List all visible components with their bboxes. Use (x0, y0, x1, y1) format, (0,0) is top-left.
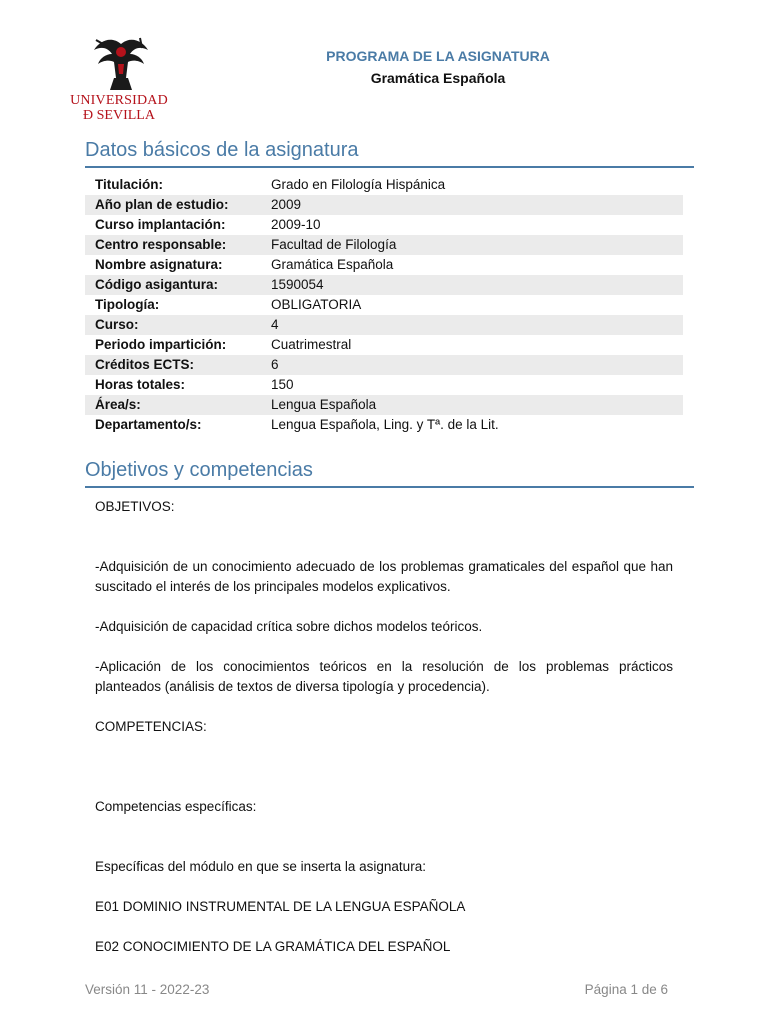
datos-table (85, 175, 683, 435)
row-value: Facultad de Filología (271, 237, 397, 252)
logo-text-line1: UNIVERSIDAD (70, 93, 168, 108)
university-logo (70, 34, 174, 126)
row-value: 1590054 (271, 277, 324, 292)
row-value: 6 (271, 357, 279, 372)
table-row (85, 315, 683, 335)
competencias-especificas-label: Competencias específicas: (95, 799, 257, 814)
table-row (85, 235, 683, 255)
objetivo-paragraph-1: -Adquisición de un conocimiento adecuado de los problemas gramaticales del español que han suscitado el interés de los principales modelos explicativos. (95, 559, 673, 594)
row-label: Departamento/s: (95, 417, 202, 432)
modulo-label: Específicas del módulo en que se inserta la asignatura: (95, 859, 426, 874)
row-label: Curso: (95, 317, 139, 332)
logo-text-line2: Ð SEVILLA (83, 108, 155, 123)
footer-version: Versión 11 - 2022-23 (85, 982, 210, 997)
row-value: 2009 (271, 197, 302, 212)
coat-of-arms-icon (92, 34, 150, 92)
row-label: Código asigantura: (95, 277, 219, 292)
row-label: Año plan de estudio: (95, 197, 229, 212)
objetivos-label: OBJETIVOS: (95, 499, 175, 514)
objetivo-paragraph-2: -Adquisición de capacidad crítica sobre dichos modelos teóricos. (95, 619, 483, 634)
row-value: 150 (271, 377, 294, 392)
row-label: Créditos ECTS: (95, 357, 195, 372)
row-label: Curso implantación: (95, 217, 226, 232)
table-row (85, 215, 683, 235)
row-label: Horas totales: (95, 377, 186, 392)
row-value: Lengua Española (271, 397, 377, 412)
table-row (85, 355, 683, 375)
section-heading-datos: Datos básicos de la asignatura (85, 139, 694, 168)
row-value: Gramática Española (271, 257, 394, 272)
row-value: 4 (271, 317, 279, 332)
table-row (85, 415, 683, 435)
table-row (85, 395, 683, 415)
competencia-e02: E02 CONOCIMIENTO DE LA GRAMÁTICA DEL ESPAÑOL (95, 939, 451, 954)
row-label: Nombre asignatura: (95, 257, 223, 272)
row-value: OBLIGATORIA (271, 297, 362, 312)
row-value: Grado en Filología Hispánica (271, 177, 446, 192)
row-label: Periodo impartición: (95, 337, 227, 352)
table-row (85, 335, 683, 355)
table-row (85, 295, 683, 315)
row-label: Centro responsable: (95, 237, 227, 252)
row-value: Lengua Española, Ling. y Tª. de la Lit. (271, 417, 499, 432)
table-row (85, 195, 683, 215)
competencia-e01: E01 DOMINIO INSTRUMENTAL DE LA LENGUA ESPAÑOLA (95, 899, 466, 914)
table-row (85, 375, 683, 395)
table-row (85, 275, 683, 295)
document-subtitle: Gramática Española (370, 70, 506, 86)
row-label: Tipología: (95, 297, 160, 312)
competencias-label: COMPETENCIAS: (95, 719, 207, 734)
row-label: Titulación: (95, 177, 164, 192)
footer-page-number: Página 1 de 6 (584, 982, 668, 997)
row-value: 2009-10 (271, 217, 321, 232)
document-title: PROGRAMA DE LA ASIGNATURA (326, 48, 550, 64)
objetivo-paragraph-3: -Aplicación de los conocimientos teóricos en la resolución de los problemas prácticos planteados (análisis de textos de diversa tipología y procedencia). (95, 659, 673, 694)
row-value: Cuatrimestral (271, 337, 352, 352)
table-row (85, 175, 683, 195)
table-row (85, 255, 683, 275)
row-label: Área/s: (95, 397, 141, 412)
section-heading-objetivos: Objetivos y competencias (85, 459, 694, 488)
